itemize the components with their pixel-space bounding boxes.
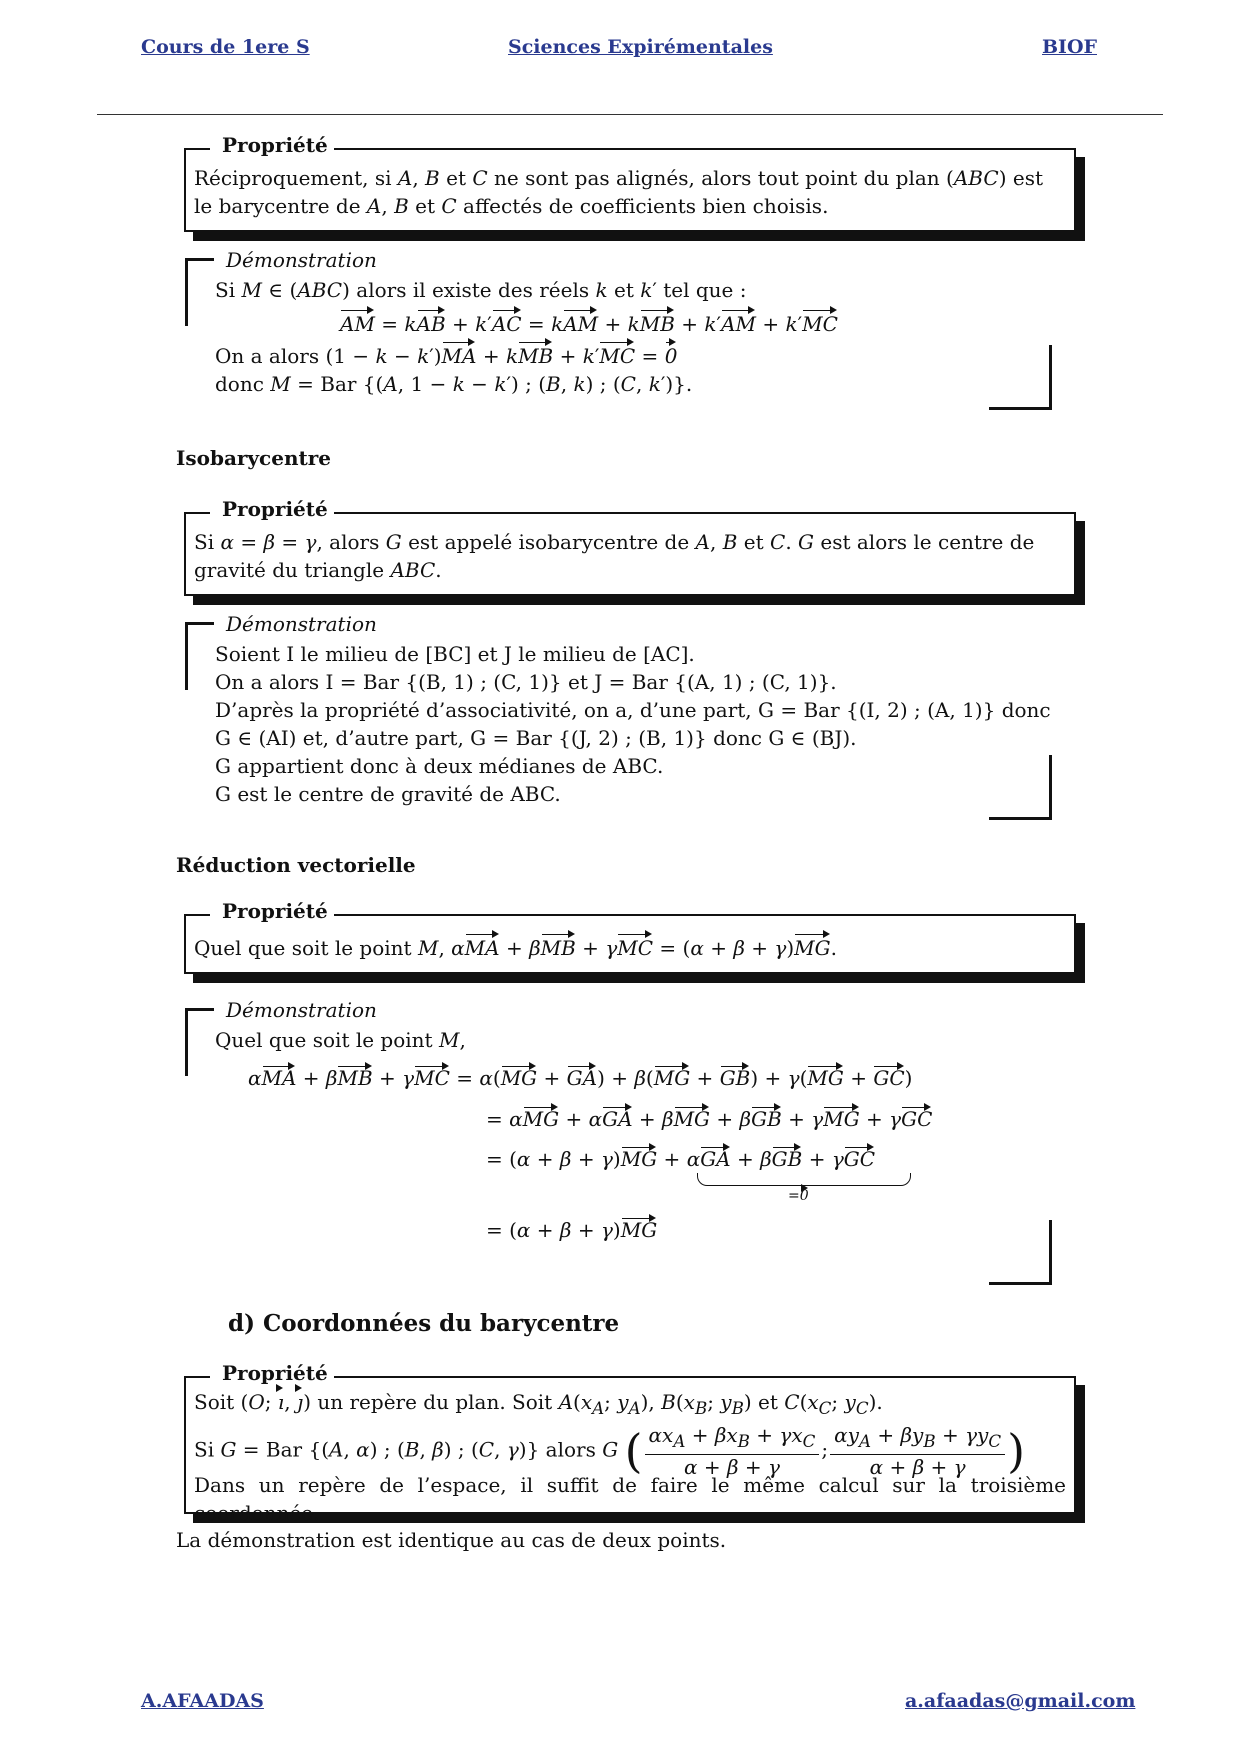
demo-2-line: G ∈ (AI) et, d’autre part, G = Bar {(J, 2) ; (B, 1)} donc G ∈ (BJ). xyxy=(215,726,857,750)
property-box-2 xyxy=(184,497,1076,596)
equation-line-3: = (α + β + γ)MG + αGA + βGB + γGC xyxy=(486,1147,876,1171)
demo-2-line: G appartient donc à deux médianes de ABC. xyxy=(215,754,664,778)
demo-bracket xyxy=(185,258,214,326)
footer-author-link[interactable]: A.AFAADAS xyxy=(141,1690,264,1712)
header-subject-link[interactable]: Sciences Expirémentales xyxy=(508,36,773,58)
qed-mark xyxy=(989,1220,1052,1285)
footer-email-link[interactable]: a.afaadas@gmail.com xyxy=(905,1690,1136,1712)
header-course-link[interactable]: Cours de 1ere S xyxy=(141,36,310,58)
demo-bracket xyxy=(185,1008,214,1076)
demo-2-line: G est le centre de gravité de ABC. xyxy=(215,782,561,806)
property-title: Propriété xyxy=(210,131,334,159)
demo-title: Démonstration xyxy=(226,612,377,636)
property-1-text: Réciproquement, si A, B et C ne sont pas alignés, alors tout point du plan (ABC) est le barycentre de A, B et C affectés de coefficients bien choisis. xyxy=(194,166,1043,218)
qed-mark xyxy=(989,755,1052,820)
property-4-text: Soit (O; ı, ȷ) un repère du plan. Soit $A(x_A$; $y_A$), $B(x_B$; $y_B$) et $C(x_C$; $y_C$). Si G = Bar {(A, α) ; (B, β) ; (C, γ)} alors G ( $\frac{\alpha x_A + \beta x_B + \gamma x_C}{\alpha + \beta + \gamma}$ ; $\frac{\alpha y_A + \beta y_B + \gamma y_C}{\alpha + \beta + \gamma}$ ) Dans un repère de l’espace, il suffit de faire le même calcul sur la troisième coordonnée. xyxy=(194,1390,1066,1525)
section-reduction: Réduction vectorielle xyxy=(176,853,416,877)
header-rule xyxy=(97,114,1163,115)
closing-text: La démonstration est identique au cas de deux points. xyxy=(176,1528,727,1552)
equation-line-4: = (α + β + γ)MG xyxy=(486,1218,658,1242)
property-title: Propriété xyxy=(210,1359,334,1387)
property-title: Propriété xyxy=(210,495,334,523)
property-3-text: Quel que soit le point M, αMA + βMB + γMC = (α + β + γ)MG. xyxy=(194,936,837,960)
demo-1-body: Si M ∈ (ABC) alors il existe des réels k et k′ tel que : AM = kAB + k′AC = kAM + kMB + k′AM + k′MC On a alors (1 − k − k′)MA + kMB + k′MC = 0 donc M = Bar {(A, 1 − k − k′) ; (B, k) ; (C, k′)}. xyxy=(215,278,838,396)
property-title: Propriété xyxy=(210,897,334,925)
property-2-text: Si α = β = γ, alors G est appelé isobarycentre de A, B et C. G est alors le centre de gravité du triangle ABC. xyxy=(194,530,1035,582)
demo-3-body: Quel que soit le point M, xyxy=(215,1028,466,1052)
demonstration-1 xyxy=(185,248,1055,408)
property-box-4 xyxy=(184,1361,1076,1525)
demonstration-3 xyxy=(185,998,1055,1288)
property-box-1 xyxy=(184,133,1076,232)
demo-2-line: On a alors I = Bar {(B, 1) ; (C, 1)} et J = Bar {(A, 1) ; (C, 1)}. xyxy=(215,670,837,694)
demo-title: Démonstration xyxy=(226,998,377,1022)
demo-title: Démonstration xyxy=(226,248,377,272)
subsection-coordinates: d) Coordonnées du barycentre xyxy=(228,1310,620,1337)
property-box-3 xyxy=(184,899,1076,974)
demo-bracket xyxy=(185,622,214,690)
demo-2-line: Soient I le milieu de [BC] et J le milieu de [AC]. xyxy=(215,642,695,666)
equation-line-2: = αMG + αGA + βMG + βGB + γMG + γGC xyxy=(486,1107,933,1131)
qed-mark xyxy=(989,345,1052,410)
demo-2-body xyxy=(215,640,1051,808)
property-4-line-3: Dans un repère de l’espace, il suffit de faire le même calcul sur la troisième coordonnée. xyxy=(194,1473,1066,1525)
demonstration-2 xyxy=(185,612,1055,822)
demo-2-line: D’après la propriété d’associativité, on a, d’une part, G = Bar {(I, 2) ; (A, 1)} donc xyxy=(215,698,1051,722)
equation-line-1: αMA + βMB + γMC = α(MG + GA) + β(MG + GB) + γ(MG + GC) xyxy=(248,1066,913,1090)
underbrace-label: =0 xyxy=(788,1188,809,1204)
section-isobarycentre: Isobarycentre xyxy=(176,446,331,470)
header-biof-link[interactable]: BIOF xyxy=(1042,36,1097,58)
